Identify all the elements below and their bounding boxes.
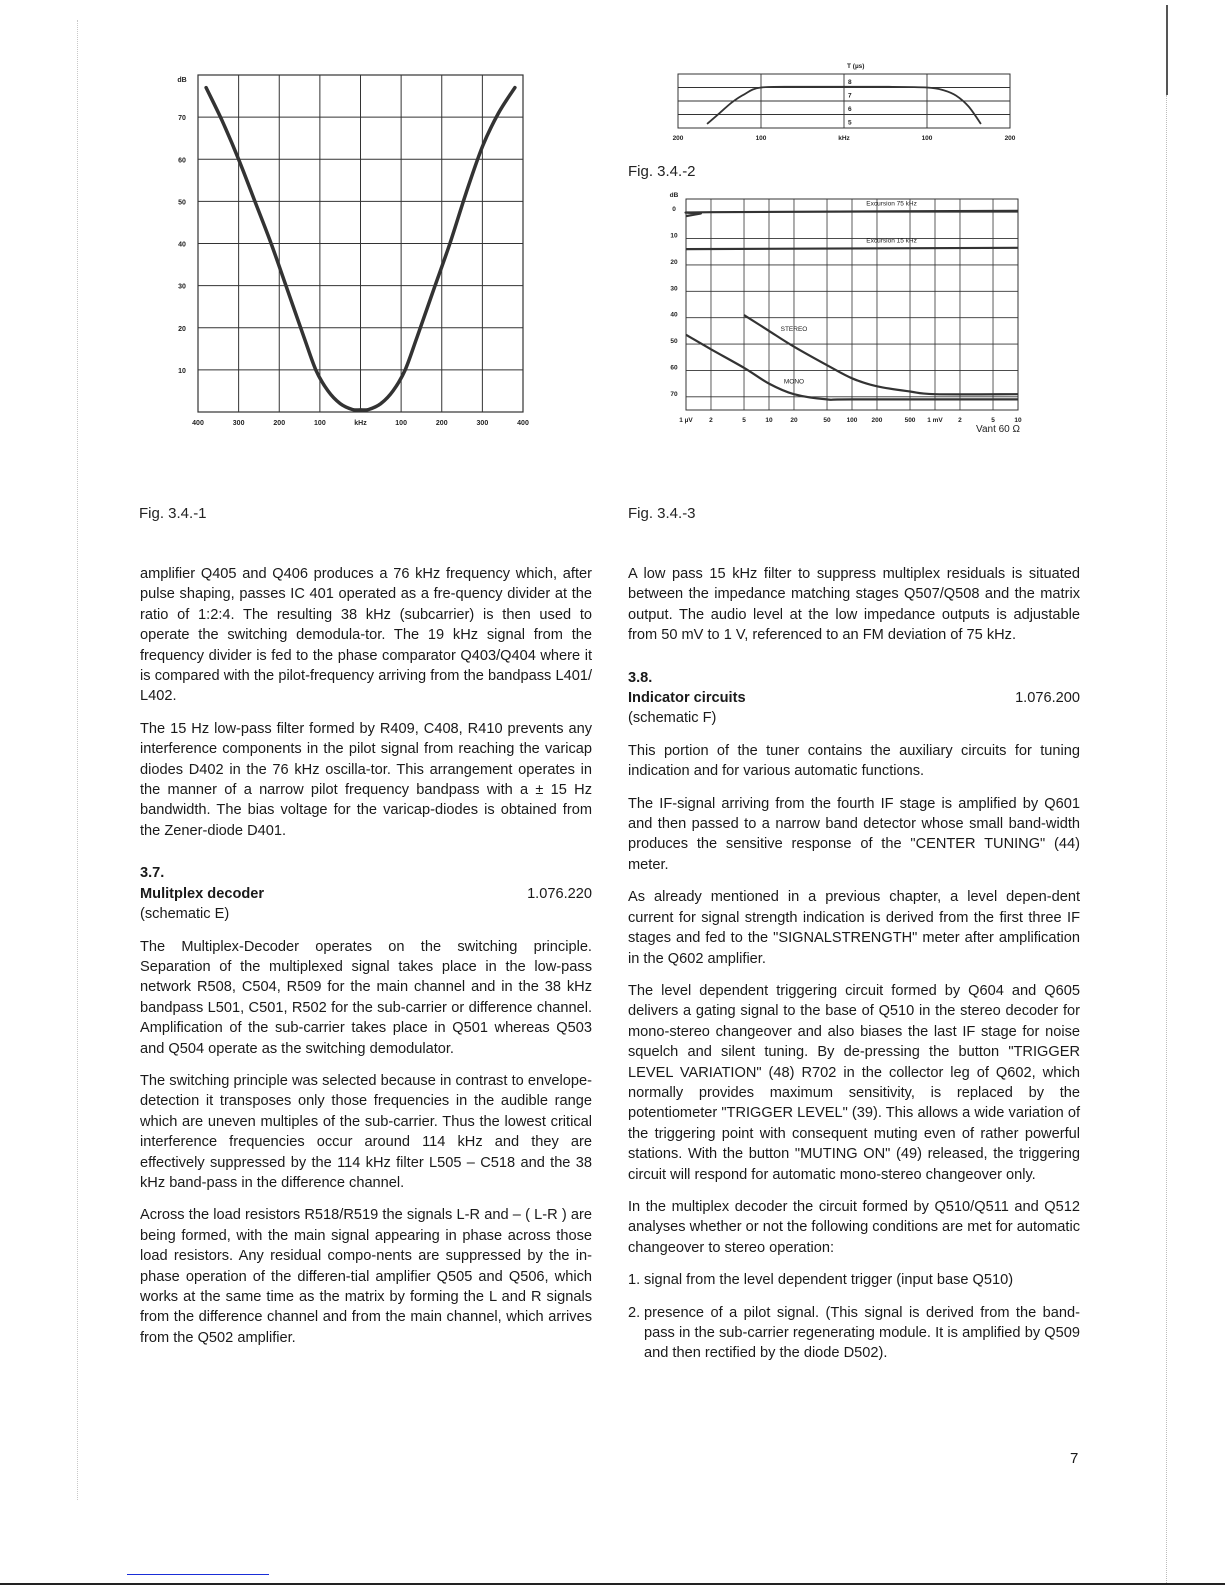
y-tick-label: 8 [848, 79, 852, 86]
page-margin-line-left [77, 20, 78, 1500]
y-tick-label: 0 [672, 206, 676, 214]
x-tick-label: 20 [790, 417, 798, 424]
right-text-column [628, 564, 1080, 1376]
y-tick-label: 20 [670, 258, 678, 266]
paragraph: In the multiplex decoder the circuit formed by Q510/Q511 and Q512 analyses whether or not the following conditions are met for automatic changeover to stereo operation: [628, 1198, 1080, 1256]
x-tick-label: 500 [904, 417, 916, 424]
y-axis-label: T (µs) [847, 63, 865, 70]
x-axis-label: Vant 60 Ω [976, 424, 1020, 435]
y-tick-label: 6 [848, 106, 852, 113]
y-tick-label: 60 [670, 364, 678, 372]
figure-3-4-3-chart [655, 185, 1040, 435]
x-tick-label: 10 [765, 417, 773, 424]
list-number: 1. [628, 1272, 641, 1289]
section-code: 1.076.200 [1015, 690, 1080, 707]
y-axis-label: dB [177, 77, 187, 84]
list-item [628, 1303, 1080, 1364]
scan-artifact-bar [127, 1574, 269, 1575]
paragraph: As already mentioned in a previous chapter, a level depen-dent current for signal strength indication is derived from the first three IF stages and fed to the "SIGNALSTRENGTH" meter after amplification in the Q602 amplifier. [628, 889, 1080, 967]
paragraph: The Multiplex-Decoder operates on the switching principle. Separation of the multiplexed signal takes place in the low-pass network R508, C504, R509 for the main channel and in the 38 kHz bandpass L501, C501, R502 for the sub-carrier or difference channel. Amplification of the sub-carrier takes place in Q501 whereas Q503 and Q504 operate as the switching demodulator. [140, 938, 592, 1057]
group-delay-chart-svg [660, 55, 1030, 150]
x-tick-label: kHz [838, 135, 850, 142]
paragraph: Across the load resistors R518/R519 the signals L-R and – ( L-R ) are being formed, with the main signal appearing in phase across those load resistors. Any residual compo-nents are suppressed by the in-phase operation of the differen-tial amplifier Q505 and Q506, which works at the same time as the matrix by forming the L and R signals from the difference channel and from the main channel, which arrives from the Q502 amplifier. [140, 1207, 592, 1346]
y-tick-label: 30 [670, 285, 678, 293]
x-tick-label: 200 [672, 135, 684, 142]
series-label: STEREO [780, 325, 808, 333]
x-tick-label: 400 [192, 420, 204, 427]
paragraph: The 15 Hz low-pass filter formed by R409, C408, R410 prevents any interference components in the pilot signal from reaching the varicap diodes D402 in the 76 kHz oscilla-tor. This arrangement operates in the manner of a narrow pilot frequency bandpass with a ± 15 Hz bandwidth. The bias voltage for the varicap-diodes is obtained from the Zener-diode D401. [140, 720, 592, 839]
x-tick-label: 100 [921, 135, 933, 142]
paragraph: The level dependent triggering circuit formed by Q604 and Q605 delivers a gating signal to the base of Q510 in the stereo decoder for mono-stereo changeover and also biases the last IF stage for noise squelch and silent tuning. By de-pressing the button "TRIGGER LEVEL VARIATION" (48) R702 in the collector leg of Q602, which normally provides maximum sensitivity, is replaced by the potentiometer "TRIGGER LEVEL" (39). This allows a wide variation of the triggering point with consequent muting even of rather powerful stations. With the button "MUTING ON" (49) released, the triggering circuit will respond for automatic mono-stereo changeover only. [628, 982, 1080, 1183]
figure-3-4-2-chart [660, 55, 1030, 150]
x-tick-label: 100 [395, 420, 407, 427]
y-tick-label: 20 [178, 325, 186, 333]
y-tick-label: 5 [848, 119, 852, 127]
x-tick-label: 300 [232, 420, 245, 427]
page-edge-line-right [1166, 5, 1168, 95]
x-tick-label: 1 µV [679, 417, 693, 424]
y-tick-label: 70 [178, 115, 186, 123]
y-tick-label: 10 [670, 232, 678, 240]
series-label: MONO [783, 378, 805, 386]
figure-3-4-1-chart [160, 60, 540, 440]
section-number: 3.8. [628, 669, 653, 686]
list-item [628, 1270, 1080, 1290]
x-tick-label: 400 [517, 420, 529, 427]
left-text-column [140, 564, 592, 1360]
x-tick-label: 200 [1004, 135, 1016, 142]
paragraph: This portion of the tuner contains the auxiliary circuits for tuning indication and for various automatic functions. [628, 742, 1080, 780]
x-tick-label: 200 [435, 420, 448, 427]
y-tick-label: 7 [848, 92, 852, 100]
list-text: signal from the level dependent trigger (input base Q510) [644, 1272, 1014, 1289]
paragraph: The switching principle was selected because in contrast to envelope-detection it transposes only those frequencies in the audible range which are uneven multiples of the sub-carrier. Thus the lowest critical interference frequencies occur around 114 kHz and they are effectively suppressed by the 114 kHz filter L505 – C518 and the 38 kHz band-pass in the difference channel. [140, 1072, 592, 1191]
selectivity-chart-svg [160, 60, 540, 440]
y-tick-label: 50 [178, 199, 186, 207]
figure-3-4-1-caption: Fig. 3.4.-1 [139, 505, 207, 522]
x-tick-label: 2 [709, 417, 713, 424]
y-axis-label: dB [669, 192, 679, 199]
series-label: Excursion 15 kHz [866, 237, 917, 245]
list-text: presence of a pilot signal. (This signal is derived from the band-pass in the sub-carrier regenerating module. It is amplified by Q509 and then rectified by the diode D502). [644, 1304, 1080, 1362]
x-tick-label: 100 [314, 420, 326, 427]
y-tick-label: 50 [670, 338, 678, 346]
x-tick-label: 100 [755, 135, 767, 142]
section-code: 1.076.220 [527, 885, 592, 902]
x-tick-label: 200 [871, 417, 883, 424]
x-tick-label: 5 [742, 417, 746, 424]
x-tick-label: kHz [354, 420, 367, 427]
section-heading [140, 884, 592, 904]
paragraph: A low pass 15 kHz filter to suppress multiplex residuals is situated between the impedance matching stages Q507/Q508 and the matrix output. The audio level at the low impedance outputs is adjustable from 50 mV to 1 V, referenced to an FM deviation of 75 kHz. [628, 566, 1080, 644]
x-tick-label: 1 mV [927, 417, 943, 424]
section-heading [628, 688, 1080, 708]
snr-chart-svg [655, 185, 1040, 435]
x-tick-label: 100 [846, 417, 858, 424]
x-tick-label: 300 [476, 420, 489, 427]
section-number: 3.7. [140, 865, 165, 882]
y-tick-label: 30 [178, 283, 186, 291]
section-title: Mulitplex decoder [140, 885, 265, 902]
figure-3-4-3-caption: Fig. 3.4.-3 [628, 505, 696, 522]
series-label: Excursion 75 kHz [866, 200, 917, 208]
x-tick-label: 5 [991, 417, 995, 424]
y-tick-label: 40 [178, 241, 186, 249]
paragraph: amplifier Q405 and Q406 produces a 76 kHz frequency which, after pulse shaping, passes IC 401 operated as a fre-quency divider at the ratio of 1:2:4. The resulting 38 kHz (subcarrier) is then used to operate the switching demodula-tor. The 19 kHz signal from the frequency divider is fed to the phase comparator Q403/Q404 where it is compared with the pilot-frequency arriving from the bandpass L401/ L402. [140, 566, 592, 705]
page-edge-dotted-right [1166, 95, 1167, 1585]
section-title: Indicator circuits [628, 690, 746, 707]
page-number: 7 [1070, 1450, 1079, 1467]
x-tick-label: 10 [1014, 417, 1022, 424]
y-tick-label: 10 [178, 367, 186, 375]
series-line [686, 248, 1018, 249]
x-tick-label: 200 [273, 420, 286, 427]
schematic-reference: (schematic F) [628, 710, 717, 727]
figure-3-4-2-caption: Fig. 3.4.-2 [628, 163, 696, 180]
paragraph: The IF-signal arriving from the fourth IF stage is amplified by Q601 and then passed to a narrow band detector whose small band-width produces the sensitive response of the "CENTER TUNING" (44) meter. [628, 795, 1080, 873]
x-tick-label: 2 [958, 417, 962, 424]
y-tick-label: 60 [178, 157, 186, 165]
list-number: 2. [628, 1304, 641, 1321]
y-tick-label: 70 [670, 390, 678, 398]
y-tick-label: 40 [670, 311, 678, 319]
schematic-reference: (schematic E) [140, 906, 230, 923]
x-tick-label: 50 [823, 417, 831, 424]
